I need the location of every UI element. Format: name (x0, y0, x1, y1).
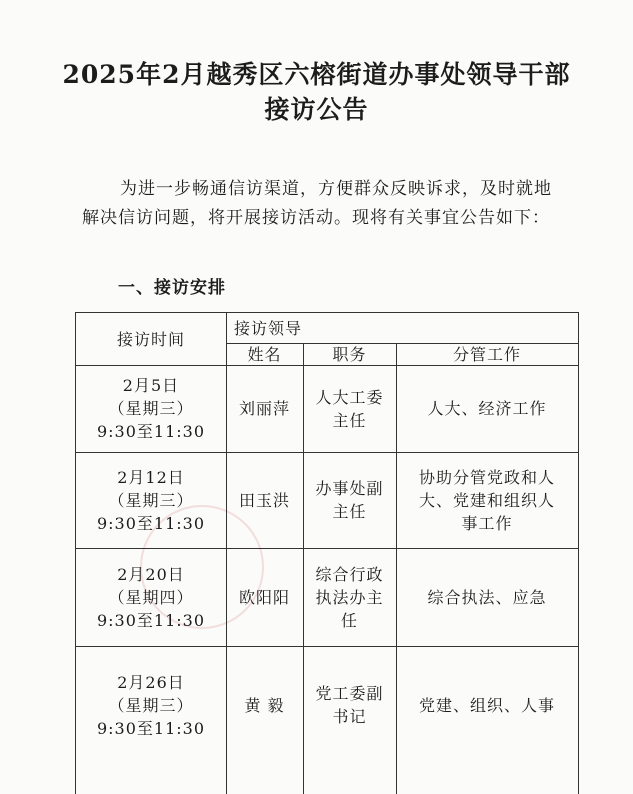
notice-title-line2: 接访公告 (264, 95, 369, 124)
row2-duty-line1: 协助分管党政和人 (418, 467, 555, 487)
row4-position-line2: 书记 (332, 707, 367, 726)
row2-position-cell (303, 452, 396, 548)
row3-position-line3: 任 (340, 610, 358, 630)
row2-name: 田玉洪 (238, 490, 290, 510)
row3-position-line2: 执法办主 (315, 587, 384, 607)
section-heading: 一、接访安排 (118, 278, 226, 298)
row4-date: 2月26日 (117, 672, 185, 692)
row2-weekday: （星期三） (108, 490, 194, 510)
row3-position-cell (303, 548, 396, 646)
intro-paragraph: 为进一步畅通信访渠道，方便群众反映诉求，及时就地解决信访问题，将开展接访活动。现将有关事宜公告如下： (82, 179, 552, 228)
row1-position-cell (303, 365, 396, 452)
row4-duty-line1: 党建、组织、人事 (418, 695, 555, 715)
row1-date: 2月5日 (122, 376, 180, 395)
row2-position-line1: 办事处副 (315, 479, 384, 498)
row1-name: 刘丽萍 (238, 399, 290, 418)
row3-weekday: （星期四） (108, 587, 194, 607)
schedule-table (75, 312, 579, 794)
row1-duty-cell (396, 365, 578, 452)
header-time: 接访时间 (116, 329, 185, 349)
row4-name: 黄 毅 (244, 695, 285, 715)
row4-weekday: （星期三） (108, 695, 194, 715)
row2-duty-line2: 大、党建和组织人 (418, 490, 555, 510)
row4-position-cell (303, 646, 396, 764)
row4-position-line1: 党工委副 (315, 684, 384, 703)
row4-hours: 9:30至11:30 (96, 718, 206, 738)
row2-position-line2: 主任 (332, 502, 367, 521)
row1-weekday: （星期三） (108, 399, 194, 418)
row3-duty-cell (396, 548, 578, 646)
header-leader-group: 接访领导 (234, 318, 303, 338)
row2-duty-line3: 事工作 (461, 513, 513, 533)
row3-time-cell (76, 548, 226, 646)
row2-time-cell (76, 452, 226, 548)
row1-duty-line1: 人大、经济工作 (427, 399, 547, 418)
row4-duty-cell (396, 646, 578, 764)
row3-duty-line1: 综合执法、应急 (427, 587, 547, 607)
row2-hours: 9:30至11:30 (96, 513, 206, 533)
row1-time-cell (76, 365, 226, 452)
row3-date: 2月20日 (117, 564, 185, 584)
row3-hours: 9:30至11:30 (96, 610, 206, 630)
header-responsibility: 分管工作 (452, 344, 521, 364)
header-name: 姓名 (247, 344, 282, 364)
row1-position-line1: 人大工委 (315, 387, 384, 407)
header-position: 职务 (332, 344, 367, 364)
row4-time-cell (76, 646, 226, 764)
notice-title-line1: 2025年2月越秀区六榕街道办事处领导干部 (62, 60, 571, 89)
row2-duty-cell (396, 452, 578, 548)
row1-position-line2: 主任 (332, 410, 367, 430)
row3-name: 欧阳阳 (238, 587, 290, 607)
row3-position-line1: 综合行政 (315, 564, 384, 584)
row1-hours: 9:30至11:30 (96, 422, 206, 441)
row2-date: 2月12日 (117, 467, 185, 487)
